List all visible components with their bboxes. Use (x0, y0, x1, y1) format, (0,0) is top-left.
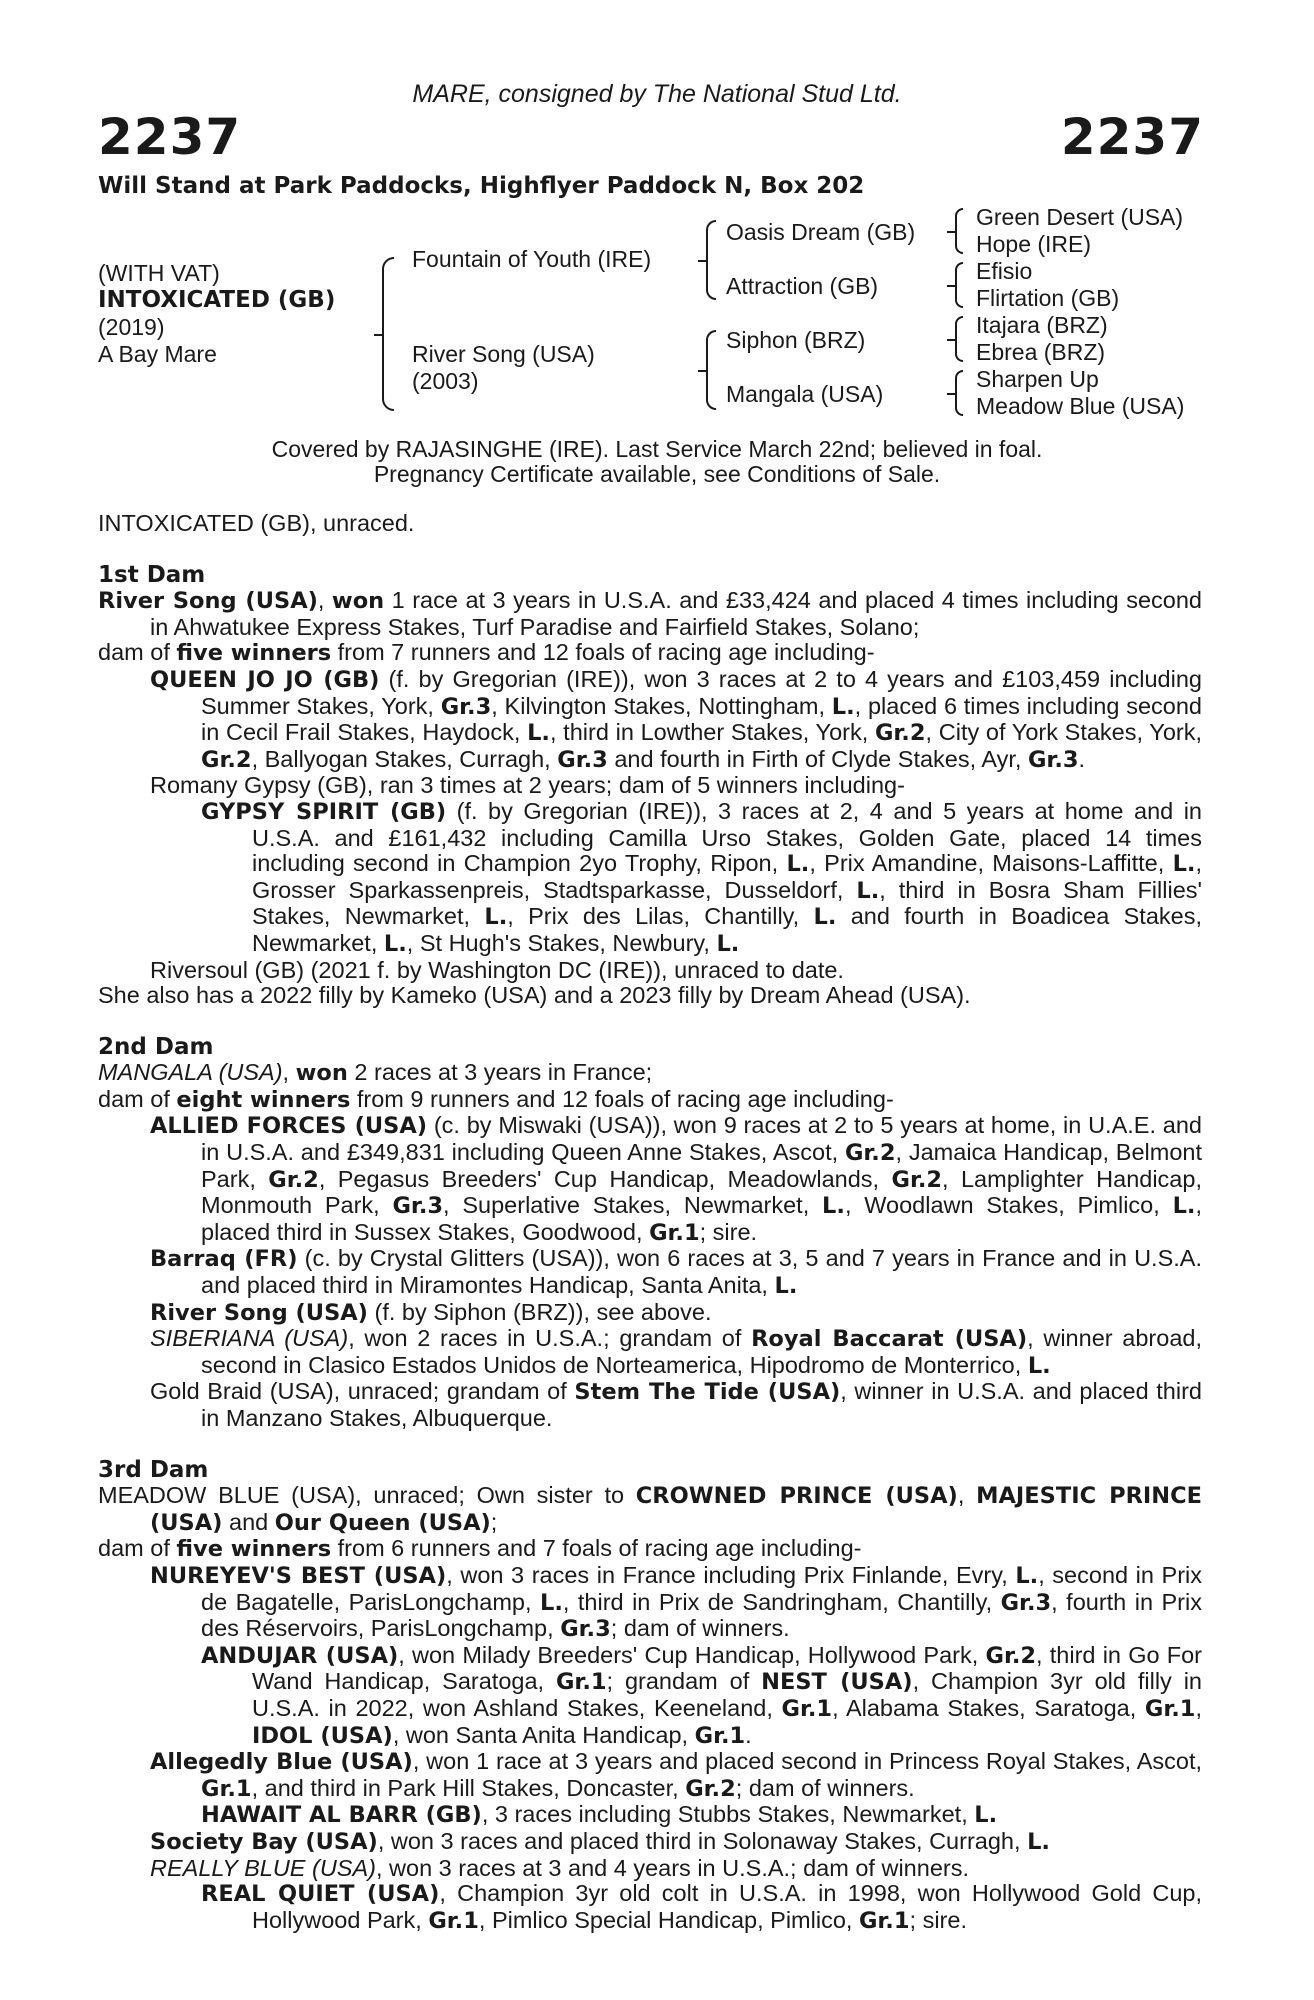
sire-sire: Oasis Dream (GB) (726, 219, 916, 245)
produce-hawait-al-barr: HAWAIT AL BARR (GB), 3 races including Stubbs Stakes, Newmarket, L. (201, 1801, 998, 1829)
brace-g1 (955, 208, 963, 254)
second-dam-produce-summary: dam of eight winners from 9 runners and 12 foals of racing age including- (98, 1085, 894, 1113)
produce-siberiana: SIBERIANA (USA), won 2 races in U.S.A.; grandam of Royal Baccarat (USA), winner abroad, second in Clasico Estados Unidos de Norteamerica, Hipodromo de Monterrico, L. (150, 1325, 1202, 1379)
produce-society-bay: Society Bay (USA), won 3 races and placed third in Solonaway Stakes, Curragh, L. (150, 1827, 1050, 1855)
second-dam-record: MANGALA (USA), won 2 races at 3 years in France; (98, 1059, 653, 1087)
brace-dam (706, 330, 716, 410)
vat-label: (WITH VAT) (98, 260, 220, 286)
stand-location: Will Stand at Park Paddocks, Highflyer Paddock N, Box 202 (98, 173, 865, 199)
third-dam-heading: 3rd Dam (98, 1456, 209, 1483)
brace-gen1 (382, 257, 394, 411)
produce-romany-gypsy: Romany Gypsy (GB), ran 3 times at 2 years; dam of 5 winners including- (150, 772, 905, 799)
brace-sire (706, 220, 716, 300)
ancestor-3: Efisio (976, 258, 1033, 284)
produce-gypsy-spirit: GYPSY SPIRIT (GB) (f. by Gregorian (IRE)), 3 races at 2, 4 and 5 years at home and in U.S.A. and £161,432 including Camilla Urso Stakes, Golden Gate, placed 14 times including second in Champion 2yo Trophy, Ripon, L., Prix Amandine, Maisons-Laffitte, L., Grosser Sparkassenpreis, Stadtsparkasse, Dusseldorf, L., third in Bosra Sham Fillies' Stakes, Newmarket, L., Prix des Lilas, Chantilly, L. and fourth in Boadicea Stakes, Newmarket, L., St Hugh's Stakes, Newbury, L. (201, 797, 1203, 957)
second-dam-heading: 2nd Dam (98, 1033, 214, 1060)
horse-name: INTOXICATED (GB) (98, 287, 336, 313)
ancestor-5: Itajara (BRZ) (976, 312, 1108, 338)
ancestor-4: Flirtation (GB) (976, 285, 1120, 311)
third-dam-section (98, 1458, 1202, 1935)
ancestor-2: Hope (IRE) (976, 231, 1092, 257)
horse-description: A Bay Mare (98, 341, 217, 367)
produce-gold-braid: Gold Braid (USA), unraced; grandam of Stem The Tide (USA), winner in U.S.A. and placed third in Manzano Stakes, Albuquerque. (150, 1378, 1202, 1431)
ancestor-1: Green Desert (USA) (976, 204, 1184, 230)
covering-line-1: Covered by RAJASINGHE (IRE). Last Service March 22nd; believed in foal. (271, 436, 1043, 462)
brace-g2 (955, 262, 963, 308)
dam-sire: Siphon (BRZ) (726, 327, 866, 353)
produce-real-quiet: REAL QUIET (USA), Champion 3yr old colt in U.S.A. in 1998, won Hollywood Gold Cup, Hollywood Park, Gr.1, Pimlico Special Handicap, Pimlico, Gr.1; sire. (201, 1880, 1202, 1934)
ancestor-8: Meadow Blue (USA) (976, 393, 1185, 419)
second-dam-section (98, 1035, 1202, 1432)
produce-allied-forces: ALLIED FORCES (USA) (c. by Miswaki (USA)), won 9 races at 2 to 5 years at home, in U.A.E. and in U.S.A. and £349,831 including Queen Anne Stakes, Ascot, Gr.2, Jamaica Handicap, Belmont Park, Gr.2, Pegasus Breeders' Cup Handicap, Meadowlands, Gr.2, Lamplighter Handicap, Monmouth Park, Gr.3, Superlative Stakes, Newmarket, L., Woodlawn Stakes, Pimlico, L., placed third in Sussex Stakes, Goodwood, Gr.1; sire. (150, 1112, 1202, 1246)
first-dam-also-note: She also has a 2022 filly by Kameko (USA) and a 2023 filly by Dream Ahead (USA). (98, 982, 971, 1009)
consignment-line: MARE, consigned by The National Stud Ltd. (412, 80, 902, 108)
sire-dam: Attraction (GB) (726, 273, 879, 299)
brace-g3 (955, 316, 963, 362)
dam-year: (2003) (412, 368, 479, 394)
first-dam-produce-summary: dam of five winners from 7 runners and 12 foals of racing age including- (98, 639, 875, 667)
sire: Fountain of Youth (IRE) (412, 246, 652, 272)
produce-record (98, 511, 1202, 1934)
first-dam-record: River Song (USA), won 1 race at 3 years in U.S.A. and £33,424 and placed 4 times including second in Ahwatukee Express Stakes, Turf Paradise and Fairfield Stakes, Solano; (98, 587, 1203, 640)
produce-nureyevs-best: NUREYEV'S BEST (USA), won 3 races in France including Prix Finlande, Evry, L., second in Prix de Bagatelle, ParisLongchamp, L., third in Prix de Sandringham, Chantilly, Gr.3, fourth in Prix des Réservoirs, ParisLongchamp, Gr.3; dam of winners. (150, 1561, 1202, 1643)
brace-g4 (955, 370, 963, 416)
dam-dam: Mangala (USA) (726, 381, 884, 407)
first-dam-section (98, 563, 1202, 1009)
produce-queen-jo-jo: QUEEN JO JO (GB) (f. by Gregorian (IRE)), won 3 races at 2 to 4 years and £103,459 including Summer Stakes, York, Gr.3, Kilvington Stakes, Nottingham, L., placed 6 times including second in Cecil Frail Stakes, Haydock, L., third in Lowther Stakes, York, Gr.2, City of York Stakes, York, Gr.2, Ballyogan Stakes, Curragh, Gr.3 and fourth in Firth of Clyde Stakes, Ayr, Gr.3. (150, 665, 1202, 773)
lot-number-right: 2237 (1060, 108, 1204, 166)
ancestor-7: Sharpen Up (976, 366, 1099, 392)
intro-line: INTOXICATED (GB), unraced. (98, 510, 415, 536)
produce-riversoul: Riversoul (GB) (2021 f. by Washington DC (IRE)), unraced to date. (150, 956, 844, 983)
produce-really-blue: REALLY BLUE (USA), won 3 races at 3 and 4 years in U.S.A.; dam of winners. (150, 1854, 969, 1881)
dam: River Song (USA) (412, 341, 595, 367)
produce-barraq: Barraq (FR) (c. by Crystal Glitters (USA)), won 6 races at 3, 5 and 7 years in France and in U.S.A. and placed third in Miramontes Handicap, Santa Anita, L. (150, 1245, 1202, 1300)
third-dam-produce-summary: dam of five winners from 6 runners and 7 foals of racing age including- (98, 1535, 862, 1563)
produce-river-song: River Song (USA) (f. by Siphon (BRZ)), see above. (150, 1298, 712, 1326)
third-dam-record: MEADOW BLUE (USA), unraced; Own sister to CROWNED PRINCE (USA), MAJESTIC PRINCE (USA) and Our Queen (USA); (98, 1482, 1202, 1536)
lot-number-left: 2237 (98, 108, 242, 166)
first-dam-heading: 1st Dam (98, 561, 206, 588)
covering-line-2: Pregnancy Certificate available, see Conditions of Sale. (373, 461, 941, 487)
horse-year: (2019) (98, 314, 165, 340)
produce-allegedly-blue: Allegedly Blue (USA), won 1 race at 3 years and placed second in Princess Royal Stakes, Ascot, Gr.1, and third in Park Hill Stakes, Doncaster, Gr.2; dam of winners. (150, 1748, 1202, 1802)
produce-andujar: ANDUJAR (USA), won Milady Breeders' Cup Handicap, Hollywood Park, Gr.2, third in Go For Wand Handicap, Saratoga, Gr.1; grandam of NEST (USA), Champion 3yr old filly in U.S.A. in 2022, won Ashland Stakes, Keeneland, Gr.1, Alabama Stakes, Saratoga, Gr.1, IDOL (USA), won Santa Anita Handicap, Gr.1. (201, 1641, 1202, 1749)
ancestor-6: Ebrea (BRZ) (976, 339, 1106, 365)
